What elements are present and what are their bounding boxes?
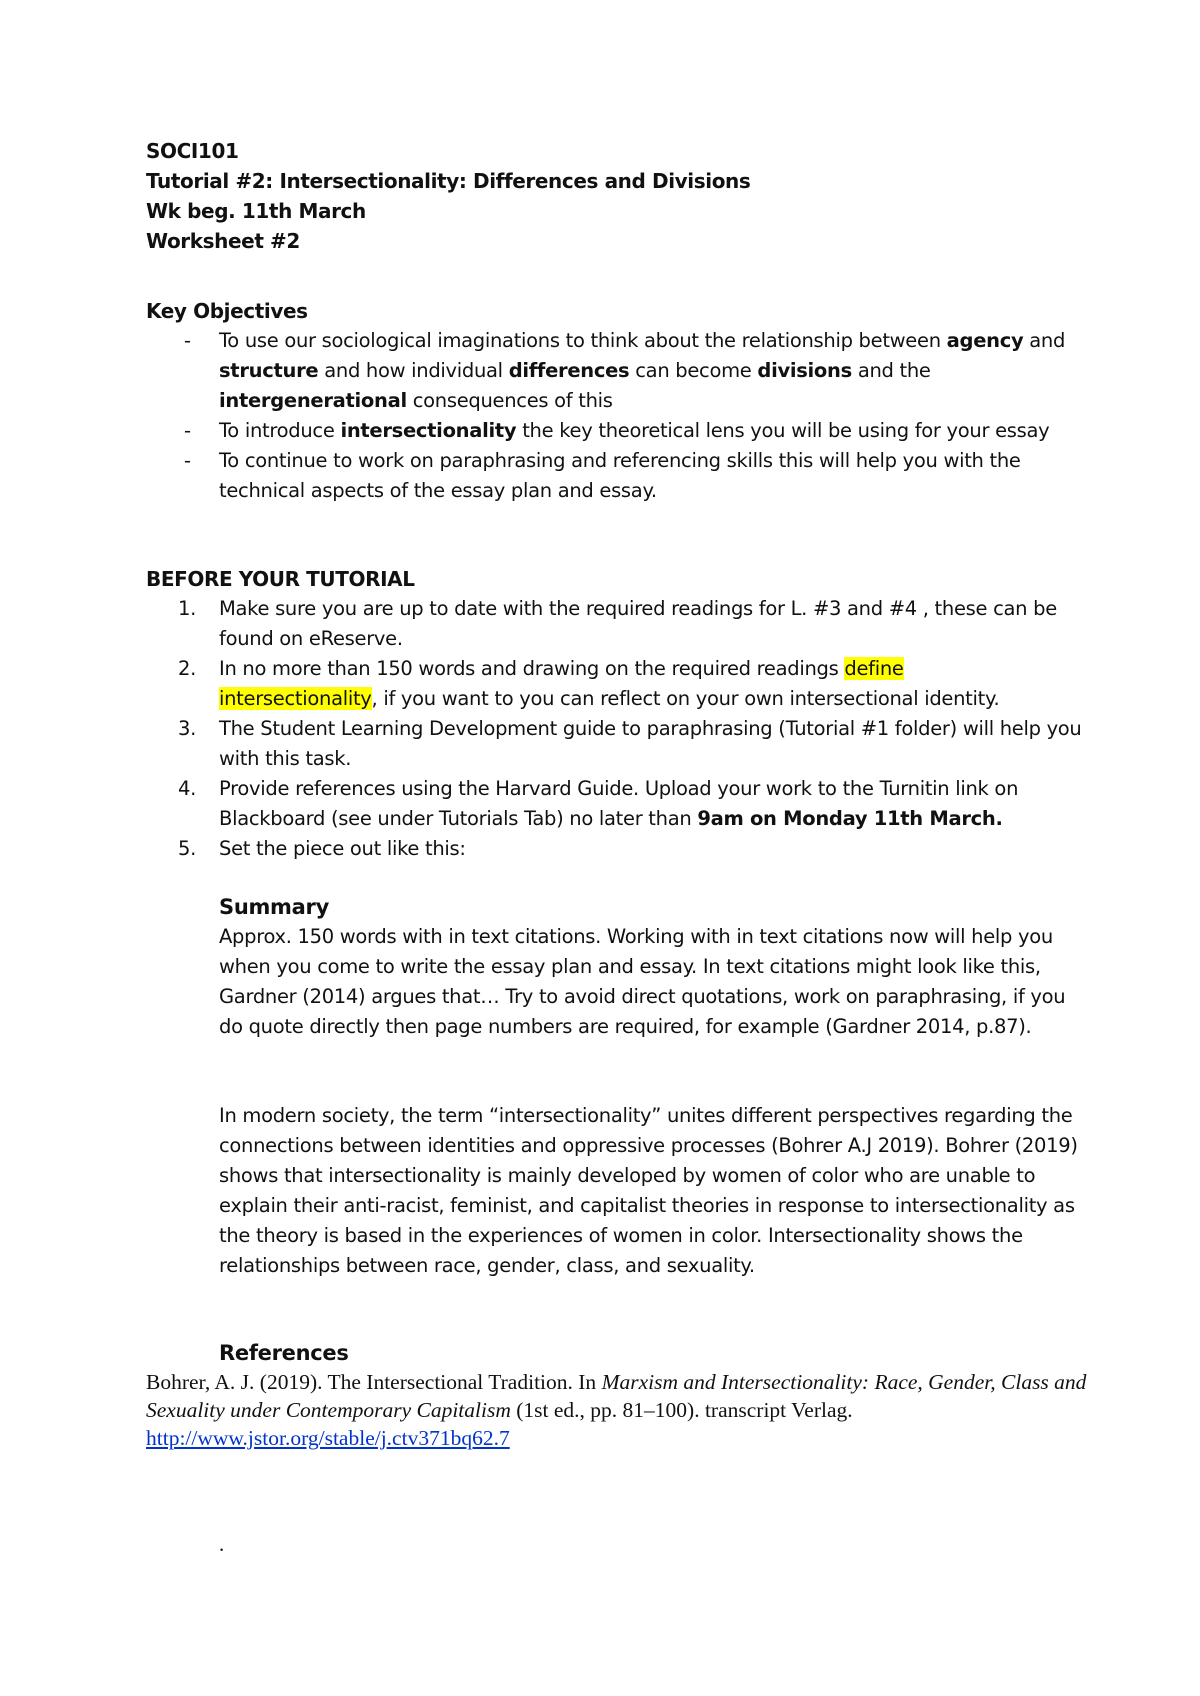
item-text: Make sure you are up to date with the required readings for L. #3 and #4 , these can be found on eReserve. [219, 597, 1057, 650]
objective-text: To introduce [219, 419, 341, 442]
item-text: In no more than 150 words and drawing on the required readings [219, 657, 845, 680]
item-text: Provide references using the Harvard Guide. Upload your work to the Turnitin link on Blackboard (see under Tutorials Tab) no later than [219, 777, 1019, 830]
item-number: 3. [178, 717, 197, 740]
highlighted-text: intersectionality [219, 687, 372, 710]
summary-instructions: Approx. 150 words with in text citations. Working with in text citations now will help you when you come to write the essay plan and essay. In text citations might look like this, Gardner (2014) argues that… Try to avoid direct quotations, work on paraphrasing, if you do quote directly then page numbers are required, for example (Gardner 2014, p.87). [219, 925, 1066, 1038]
objective-text: To continue to work on paraphrasing and referencing skills this will help you with the technical aspects of the essay plan and essay. [219, 449, 1021, 502]
objective-item [146, 446, 1086, 506]
document-header [146, 136, 1086, 256]
item-number: 1. [178, 597, 197, 620]
objective-text: and [1023, 329, 1066, 352]
item-text: Set the piece out like this: [219, 837, 466, 860]
dash-bullet: - [184, 419, 191, 442]
objective-item [146, 326, 1086, 416]
reference-text: (1st ed., pp. 81–100). transcript Verlag. [510, 1398, 853, 1422]
objective-item [146, 416, 1086, 446]
reference-text: Bohrer, A. J. (2019). The Intersectional Tradition. In [146, 1370, 602, 1394]
worksheet-label: Worksheet #2 [146, 229, 300, 253]
item-number: 2. [178, 657, 197, 680]
reference-entry [146, 1368, 1091, 1452]
key-objectives-section [146, 296, 1086, 506]
objective-keyword: differences [508, 359, 630, 382]
references-heading: References [219, 1341, 349, 1365]
objective-text: consequences of this [406, 389, 613, 412]
numbered-item [146, 774, 1086, 834]
objective-keyword: intergenerational [219, 389, 407, 412]
objective-text: can become [629, 359, 758, 382]
objective-keyword: structure [219, 359, 319, 382]
reference-link[interactable]: http://www.jstor.org/stable/j.ctv371bq62.7 [146, 1426, 510, 1450]
numbered-item [146, 834, 1086, 864]
before-tutorial-section [146, 564, 1086, 864]
item-text: , if you want to you can reflect on your own intersectional identity. [371, 687, 1000, 710]
objective-text: To use our sociological imaginations to think about the relationship between [219, 329, 947, 352]
objective-keyword: divisions [757, 359, 852, 382]
summary-body: In modern society, the term “intersectionality” unites different perspectives regarding the connections between identities and oppressive processes (Bohrer A.J 2019). Bohrer (2019) shows that intersectionality is mainly developed by women of color who are unable to explain their anti-racist, feminist, and capitalist theories in response to intersectionality as the theory is based in the experiences of women in color. Intersectionality shows the relationships between race, gender, class, and sexuality. [219, 1104, 1078, 1277]
numbered-item [146, 594, 1086, 654]
objective-text: and how individual [318, 359, 509, 382]
key-objectives-heading: Key Objectives [146, 299, 308, 323]
item-number: 5. [178, 837, 197, 860]
summary-heading: Summary [219, 895, 329, 919]
tutorial-title: Tutorial #2: Intersectionality: Differences and Divisions [146, 169, 751, 193]
objective-text: the key theoretical lens you will be using for your essay [516, 419, 1050, 442]
item-number: 4. [178, 777, 197, 800]
numbered-item [146, 714, 1086, 774]
item-text: The Student Learning Development guide to paraphrasing (Tutorial #1 folder) will help you with this task. [219, 717, 1082, 770]
numbered-item [146, 654, 1086, 714]
objective-text: and the [851, 359, 931, 382]
course-code: SOCI101 [146, 139, 239, 163]
before-tutorial-heading: BEFORE YOUR TUTORIAL [146, 567, 415, 591]
highlighted-text: define [844, 657, 904, 680]
dash-bullet: - [184, 449, 191, 472]
objective-keyword: intersectionality [340, 419, 517, 442]
deadline-text: 9am on Monday 11th March. [697, 807, 1003, 830]
objective-keyword: agency [946, 329, 1024, 352]
dash-bullet: - [184, 329, 191, 352]
trailing-mark: . [219, 1532, 225, 1556]
reference-book-title: Marxism and Intersectionality: Race, Gender, Class and Sexuality under Contemporary Capitalism [146, 1370, 1087, 1422]
week-label: Wk beg. 11th March [146, 199, 366, 223]
